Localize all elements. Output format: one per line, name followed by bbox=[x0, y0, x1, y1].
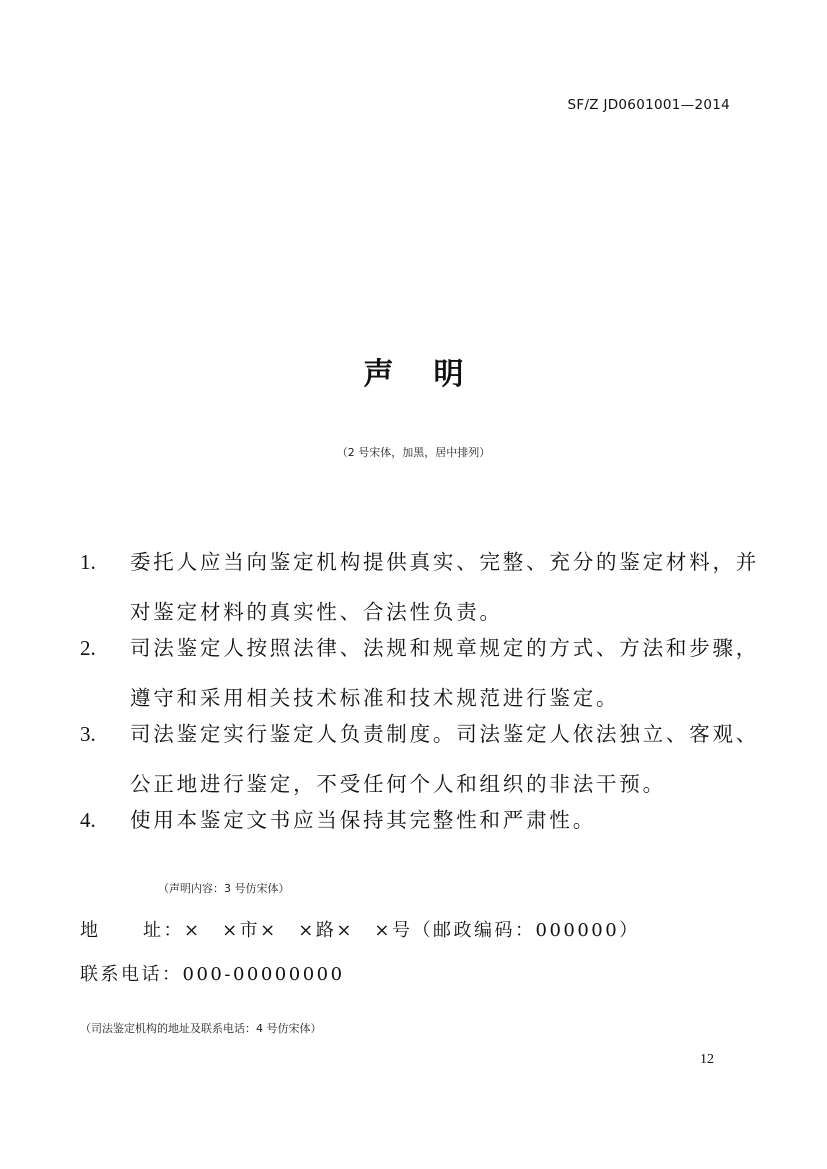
standard-code: SF/Z JD0601001—2014 bbox=[567, 97, 730, 113]
statement-text: 委托人应当向鉴定机构提供真实、完整、充分的鉴定材料，并 bbox=[130, 550, 760, 574]
page-number: 12 bbox=[700, 1052, 714, 1067]
statement-item-4 bbox=[80, 810, 596, 830]
statement-item-2 bbox=[80, 638, 759, 658]
statement-number: 4. bbox=[80, 808, 96, 832]
address-line bbox=[80, 916, 640, 942]
phone-value: 000-00000000 bbox=[182, 964, 345, 985]
statement-number: 1. bbox=[80, 550, 96, 574]
statement-item-3 bbox=[80, 724, 759, 744]
title-format-note: （2 号宋体，加黑，居中排列） bbox=[336, 446, 491, 459]
statement-continuation: 遵守和采用相关技术标准和技术规范进行鉴定。 bbox=[130, 686, 620, 710]
statement-number: 3. bbox=[80, 722, 96, 746]
address-label-part2: 址： bbox=[143, 920, 184, 941]
statement-item-1 bbox=[80, 552, 759, 572]
phone-line bbox=[80, 960, 345, 986]
contact-format-note: （司法鉴定机构的地址及联系电话：4 号仿宋体） bbox=[80, 1022, 322, 1035]
content-format-note: （声明内容：3 号仿宋体） bbox=[158, 882, 290, 895]
address-value: × ×市× ×路× ×号（邮政编码：000000） bbox=[184, 920, 640, 941]
address-label-part1: 地 bbox=[80, 920, 101, 941]
statement-text: 司法鉴定人按照法律、法规和规章规定的方式、方法和步骤， bbox=[130, 636, 760, 660]
statement-text: 司法鉴定实行鉴定人负责制度。司法鉴定人依法独立、客观、 bbox=[130, 722, 760, 746]
page-title: 声明 bbox=[363, 357, 504, 392]
statement-number: 2. bbox=[80, 636, 96, 660]
statement-continuation: 对鉴定材料的真实性、合法性负责。 bbox=[130, 600, 503, 624]
statement-text: 使用本鉴定文书应当保持其完整性和严肃性。 bbox=[130, 808, 596, 832]
phone-label: 联系电话： bbox=[80, 964, 183, 985]
statement-continuation: 公正地进行鉴定，不受任何个人和组织的非法干预。 bbox=[130, 772, 666, 796]
